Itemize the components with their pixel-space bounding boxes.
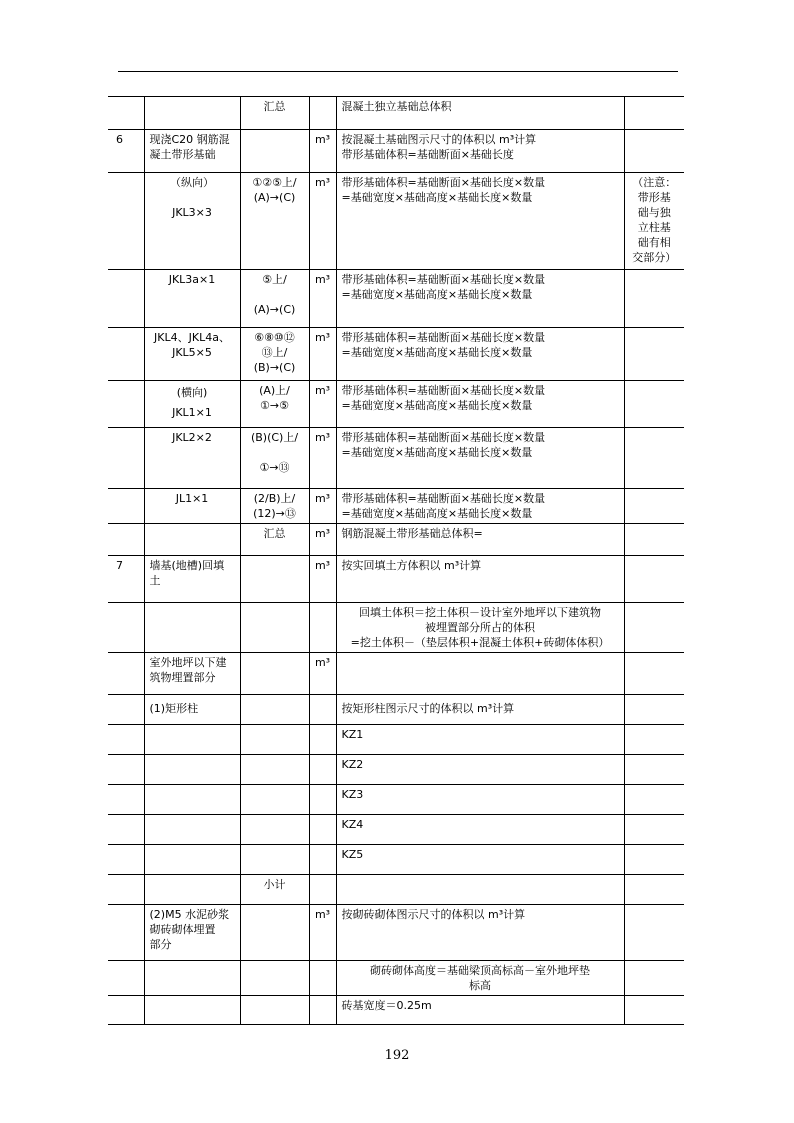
- cell-remark: [624, 603, 684, 653]
- cell-formula: 回填土体积＝挖土体积－设计室外地坪以下建筑物 被埋置部分所占的体积 =挖土体积－（垫层体积+混凝土体积+砖砌体体积）: [336, 603, 624, 653]
- cell-remark: [624, 785, 684, 815]
- cell-formula: KZ4: [336, 815, 624, 845]
- cell-seq: [108, 524, 144, 556]
- cell-item: 室外地坪以下建 筑物埋置部分: [144, 653, 240, 695]
- cell-formula: 带形基础体积=基础断面×基础长度×数量 =基础宽度×基础高度×基础长度×数量: [336, 381, 624, 428]
- cell-seq: 6: [108, 130, 144, 173]
- cell-seq: [108, 875, 144, 905]
- cell-unit: m³: [309, 173, 336, 270]
- cell-item: (1)矩形柱: [144, 695, 240, 725]
- table-row: [108, 785, 684, 815]
- table-row: [108, 173, 684, 270]
- cell-remark: [624, 695, 684, 725]
- cell-remark: （注意： 带形基 础与独 立柱基 础有相 交部分）: [624, 173, 684, 270]
- cell-item: （纵向） JKL3×3: [144, 173, 240, 270]
- cell-unit: m³: [309, 653, 336, 695]
- cell-position: [240, 755, 309, 785]
- cell-item: (2)M5 水泥砂浆 砌砖砌体埋置 部分: [144, 905, 240, 961]
- cell-position: [240, 556, 309, 603]
- cell-position: ⑤上/ (A)→(C): [240, 270, 309, 328]
- cell-formula: 带形基础体积=基础断面×基础长度×数量 =基础宽度×基础高度×基础长度×数量: [336, 270, 624, 328]
- table-row: [108, 961, 684, 996]
- cell-position: [240, 996, 309, 1025]
- cell-seq: [108, 270, 144, 328]
- cell-unit: m³: [309, 524, 336, 556]
- cell-unit: [309, 603, 336, 653]
- cell-position: (2/B)上/ (12)→⑬: [240, 489, 309, 524]
- cell-unit: [309, 815, 336, 845]
- cell-seq: [108, 173, 144, 270]
- cell-position: [240, 603, 309, 653]
- table-row: [108, 725, 684, 755]
- cell-position: [240, 130, 309, 173]
- table-row: [108, 845, 684, 875]
- table-row: [108, 996, 684, 1025]
- cell-item: [144, 97, 240, 130]
- table-row: [108, 556, 684, 603]
- cell-seq: [108, 328, 144, 381]
- cell-unit: [309, 97, 336, 130]
- cell-position: (A)上/ ①→⑤: [240, 381, 309, 428]
- cell-unit: m³: [309, 381, 336, 428]
- cell-position: ①②⑤上/ (A)→(C): [240, 173, 309, 270]
- cell-remark: [624, 130, 684, 173]
- cell-position: [240, 905, 309, 961]
- cell-seq: 7: [108, 556, 144, 603]
- cell-remark: [624, 961, 684, 996]
- cell-unit: [309, 725, 336, 755]
- cell-item: [144, 996, 240, 1025]
- cell-formula: 带形基础体积=基础断面×基础长度×数量 =基础宽度×基础高度×基础长度×数量: [336, 428, 624, 489]
- cell-position: [240, 845, 309, 875]
- cell-seq: [108, 381, 144, 428]
- cell-formula: KZ2: [336, 755, 624, 785]
- cell-item: [144, 755, 240, 785]
- cell-seq: [108, 653, 144, 695]
- cell-position: [240, 815, 309, 845]
- quantity-calculation-table: [108, 96, 684, 1025]
- cell-remark: [624, 755, 684, 785]
- cell-seq: [108, 603, 144, 653]
- cell-remark: [624, 653, 684, 695]
- cell-item: 墙基(地槽)回填 土: [144, 556, 240, 603]
- cell-seq: [108, 428, 144, 489]
- cell-item: JL1×1: [144, 489, 240, 524]
- cell-seq: [108, 725, 144, 755]
- cell-formula: 按矩形柱图示尺寸的体积以 m³计算: [336, 695, 624, 725]
- table-row: [108, 875, 684, 905]
- cell-formula: 带形基础体积=基础断面×基础长度×数量 =基础宽度×基础高度×基础长度×数量: [336, 173, 624, 270]
- table-row: [108, 270, 684, 328]
- table-row: [108, 603, 684, 653]
- cell-item: JKL2×2: [144, 428, 240, 489]
- cell-formula: [336, 653, 624, 695]
- cell-item: [144, 524, 240, 556]
- cell-remark: [624, 328, 684, 381]
- cell-position: [240, 785, 309, 815]
- cell-seq: [108, 815, 144, 845]
- cell-unit: [309, 845, 336, 875]
- cell-formula: 按实回填土方体积以 m³计算: [336, 556, 624, 603]
- cell-seq: [108, 845, 144, 875]
- header-rule: [118, 71, 678, 72]
- cell-item: [144, 603, 240, 653]
- cell-remark: [624, 905, 684, 961]
- table-row: [108, 524, 684, 556]
- cell-formula: KZ5: [336, 845, 624, 875]
- cell-position: 小计: [240, 875, 309, 905]
- cell-formula: KZ1: [336, 725, 624, 755]
- cell-unit: m³: [309, 556, 336, 603]
- cell-item: [144, 815, 240, 845]
- cell-unit: m³: [309, 428, 336, 489]
- cell-remark: [624, 556, 684, 603]
- cell-item: [144, 961, 240, 996]
- cell-remark: [624, 381, 684, 428]
- cell-position: 汇总: [240, 97, 309, 130]
- cell-unit: m³: [309, 328, 336, 381]
- cell-item: (横向) JKL1×1: [144, 381, 240, 428]
- cell-formula: 钢筋混凝土带形基础总体积=: [336, 524, 624, 556]
- table-row: [108, 97, 684, 130]
- cell-unit: [309, 695, 336, 725]
- cell-item: JKL3a×1: [144, 270, 240, 328]
- cell-item: [144, 875, 240, 905]
- cell-remark: [624, 996, 684, 1025]
- cell-position: [240, 961, 309, 996]
- table-row: [108, 130, 684, 173]
- table-row: [108, 815, 684, 845]
- cell-formula: 带形基础体积=基础断面×基础长度×数量 =基础宽度×基础高度×基础长度×数量: [336, 489, 624, 524]
- cell-formula: 砖基宽度＝0.25m: [336, 996, 624, 1025]
- table-row: [108, 905, 684, 961]
- cell-item: JKL4、JKL4a、 JKL5×5: [144, 328, 240, 381]
- cell-formula: 带形基础体积=基础断面×基础长度×数量 =基础宽度×基础高度×基础长度×数量: [336, 328, 624, 381]
- table-row: [108, 381, 684, 428]
- cell-position: 汇总: [240, 524, 309, 556]
- cell-item: [144, 785, 240, 815]
- cell-formula: 砌砖砌体高度＝基础梁顶高标高－室外地坪垫 标高: [336, 961, 624, 996]
- cell-seq: [108, 97, 144, 130]
- cell-remark: [624, 270, 684, 328]
- cell-seq: [108, 755, 144, 785]
- cell-position: [240, 653, 309, 695]
- cell-remark: [624, 845, 684, 875]
- cell-position: (B)(C)上/ ①→⑬: [240, 428, 309, 489]
- cell-unit: [309, 961, 336, 996]
- page-number: 192: [384, 1048, 410, 1063]
- cell-item: [144, 725, 240, 755]
- cell-item: 现浇C20 钢筋混 凝土带形基础: [144, 130, 240, 173]
- cell-unit: [309, 785, 336, 815]
- cell-formula: 混凝土独立基础总体积: [336, 97, 624, 130]
- cell-position: [240, 695, 309, 725]
- cell-remark: [624, 428, 684, 489]
- table-row: [108, 653, 684, 695]
- cell-position: ⑥⑧⑩⑫ ⑬上/ (B)→(C): [240, 328, 309, 381]
- cell-position: [240, 725, 309, 755]
- cell-formula: [336, 875, 624, 905]
- cell-formula: KZ3: [336, 785, 624, 815]
- cell-seq: [108, 961, 144, 996]
- cell-seq: [108, 785, 144, 815]
- cell-seq: [108, 996, 144, 1025]
- cell-seq: [108, 905, 144, 961]
- cell-unit: m³: [309, 270, 336, 328]
- cell-formula: 按混凝土基础图示尺寸的体积以 m³计算 带形基础体积=基础断面×基础长度: [336, 130, 624, 173]
- cell-unit: [309, 875, 336, 905]
- cell-remark: [624, 97, 684, 130]
- cell-formula: 按砌砖砌体图示尺寸的体积以 m³计算: [336, 905, 624, 961]
- cell-remark: [624, 875, 684, 905]
- cell-unit: m³: [309, 489, 336, 524]
- cell-item: [144, 845, 240, 875]
- cell-remark: [624, 725, 684, 755]
- table-row: [108, 428, 684, 489]
- cell-unit: m³: [309, 130, 336, 173]
- cell-seq: [108, 489, 144, 524]
- cell-unit: m³: [309, 905, 336, 961]
- cell-remark: [624, 524, 684, 556]
- cell-seq: [108, 695, 144, 725]
- table-row: [108, 489, 684, 524]
- cell-unit: [309, 996, 336, 1025]
- table-row: [108, 695, 684, 725]
- cell-remark: [624, 489, 684, 524]
- table-row: [108, 755, 684, 785]
- cell-unit: [309, 755, 336, 785]
- cell-remark: [624, 815, 684, 845]
- table-row: [108, 328, 684, 381]
